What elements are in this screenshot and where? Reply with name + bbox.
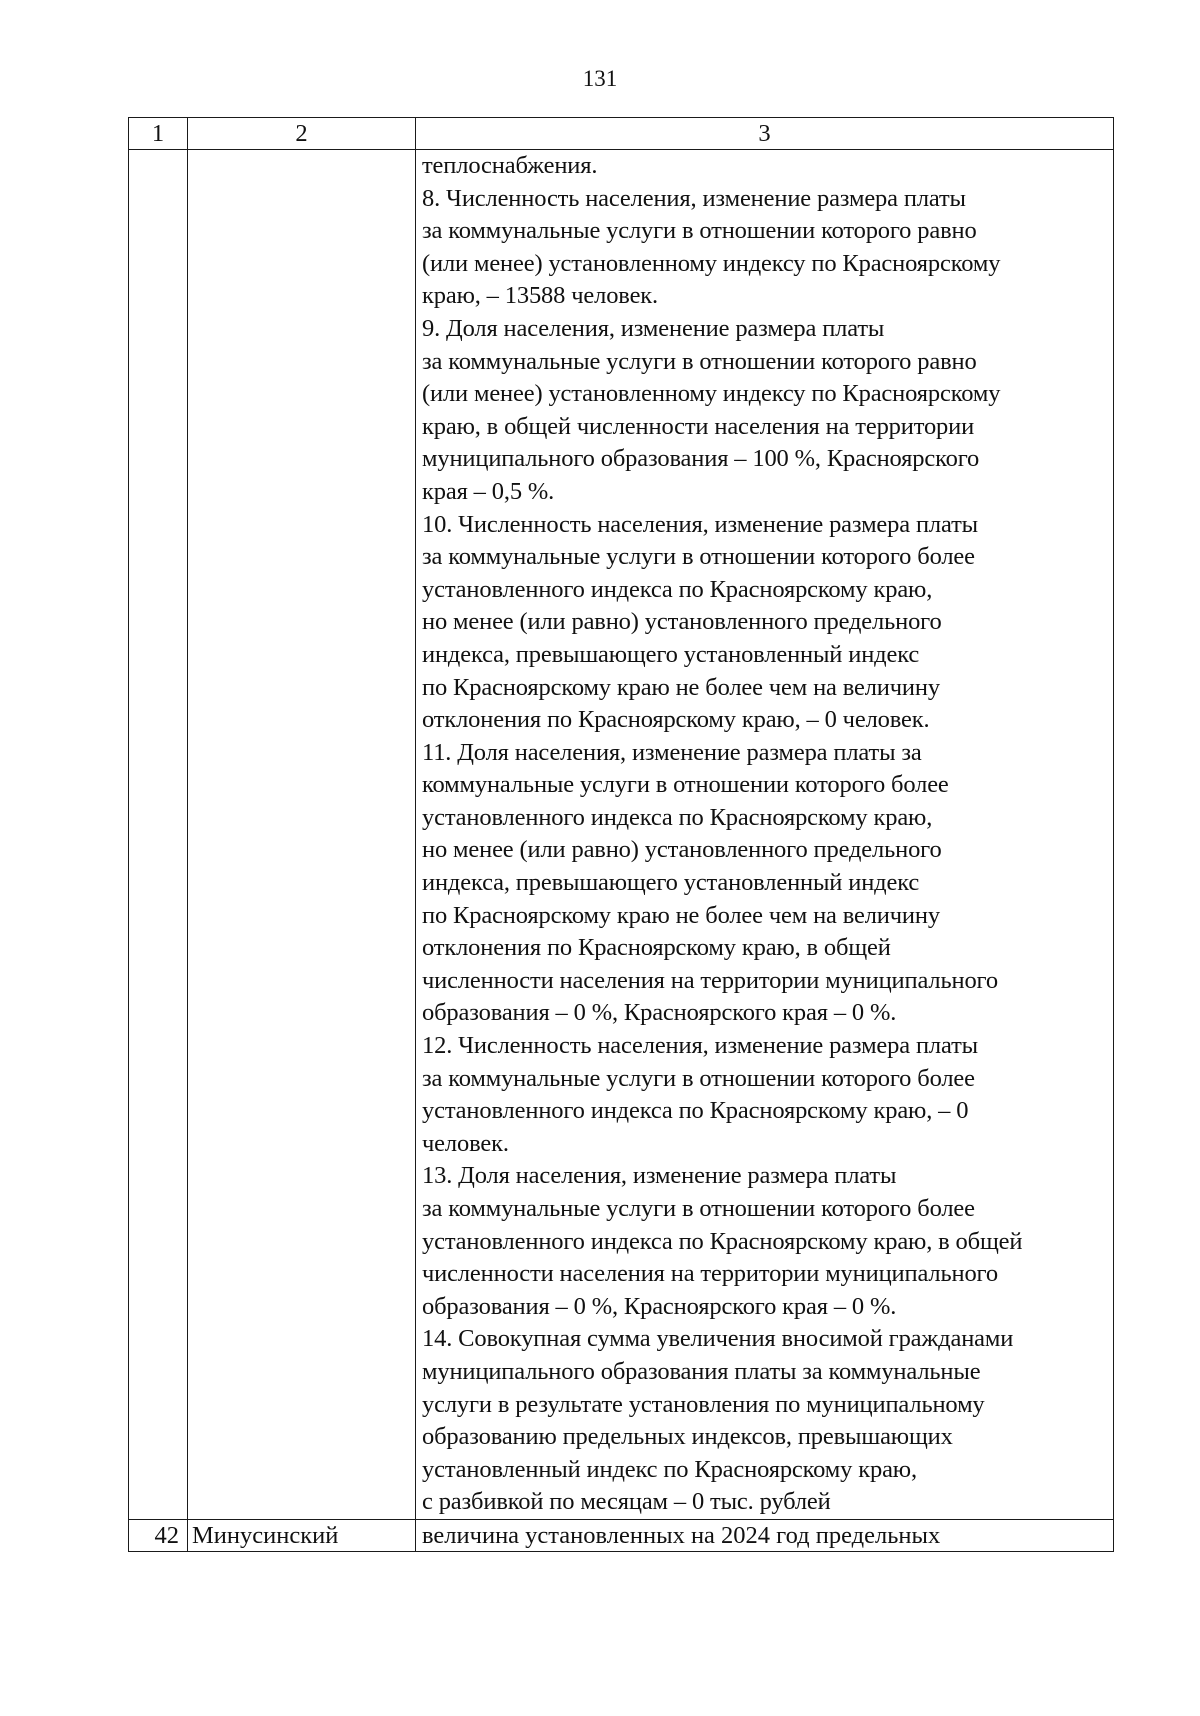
text-line: с разбивкой по месяцам – 0 тыс. рублей [422, 1488, 831, 1516]
text-line: установленного индекса по Красноярскому краю, – 0 [422, 1097, 969, 1125]
column-header-2: 2 [188, 118, 416, 150]
text-line: 10. Численность населения, изменение размера платы [422, 510, 978, 538]
text-line: за коммунальные услуги в отношении которого равно [422, 217, 977, 245]
text-line: за коммунальные услуги в отношении которого более [422, 543, 975, 571]
text-line: установленный индекс по Красноярскому краю, [422, 1455, 917, 1483]
text-line: образования – 0 %, Красноярского края – 0 %. [422, 999, 897, 1027]
text-line: (или менее) установленному индексу по Красноярскому [422, 249, 1001, 277]
text-line: индекса, превышающего установленный индекс [422, 869, 920, 897]
text-line: 14. Совокупная сумма увеличения вносимой гражданами [422, 1325, 1014, 1353]
text-line: коммунальные услуги в отношении которого более [422, 771, 949, 799]
row-number: 42 [129, 1519, 188, 1551]
text-line: за коммунальные услуги в отношении которого более [422, 1195, 975, 1222]
cell-description [416, 150, 1114, 1520]
text-line: (или менее) установленному индексу по Красноярскому [422, 380, 1001, 408]
text-line: 11. Доля населения, изменение размера платы за [422, 738, 922, 766]
column-header-3: 3 [416, 118, 1114, 150]
text-line: по Красноярскому краю не более чем на величину [422, 673, 940, 701]
text-line: по Красноярскому краю не более чем на величину [422, 901, 940, 929]
text-line: теплоснабжения. [422, 152, 598, 179]
cell-number-empty [129, 150, 188, 1520]
text-line: индекса, превышающего установленный индекс [422, 640, 920, 668]
page-number: 131 [582, 66, 618, 91]
text-line: краю, в общей численности населения на территории [422, 412, 975, 440]
text-line: человек. [422, 1129, 509, 1157]
text-line: но менее (или равно) установленного предельного [422, 836, 942, 864]
text-line: образования – 0 %, Красноярского края – 0 %. [422, 1292, 897, 1320]
table-row-continuation [129, 150, 1114, 1520]
row-municipality-name: Минусинский [188, 1519, 416, 1551]
row-description: величина установленных на 2024 год предельных [416, 1519, 1114, 1551]
text-line: за коммунальные услуги в отношении которого более [422, 1064, 975, 1092]
text-line: отклонения по Красноярскому краю, – 0 человек. [422, 706, 930, 734]
text-line: установленного индекса по Красноярскому краю, в общей [422, 1227, 1023, 1255]
table-header-row [129, 118, 1114, 150]
text-line: краю, – 13588 человек. [422, 282, 659, 310]
document-table [128, 117, 1114, 1552]
table-row-42 [129, 1519, 1114, 1551]
column-header-1: 1 [129, 118, 188, 150]
text-line: образованию предельных индексов, превышающих [422, 1423, 953, 1451]
text-line: установленного индекса по Красноярскому краю, [422, 575, 933, 603]
text-line: 9. Доля населения, изменение размера платы [422, 314, 885, 342]
text-line: численности населения на территории муниципального [422, 966, 998, 994]
text-line: 8. Численность населения, изменение размера платы [422, 184, 966, 212]
text-line: муниципального образования – 100 %, Красноярского [422, 445, 980, 473]
text-line: за коммунальные услуги в отношении которого равно [422, 347, 977, 375]
text-line: края – 0,5 %. [422, 477, 555, 505]
text-line: но менее (или равно) установленного предельного [422, 608, 942, 636]
text-line: установленного индекса по Красноярскому краю, [422, 803, 933, 831]
text-line: численности населения на территории муниципального [422, 1260, 998, 1288]
text-line: муниципального образования платы за коммунальные [422, 1357, 981, 1385]
text-line: услуги в результате установления по муниципальному [422, 1390, 985, 1418]
text-line: отклонения по Красноярскому краю, в общей [422, 934, 891, 962]
text-line: 13. Доля населения, изменение размера платы [422, 1162, 897, 1190]
text-line: 12. Численность населения, изменение размера платы [422, 1032, 978, 1060]
cell-name-empty [188, 150, 416, 1520]
